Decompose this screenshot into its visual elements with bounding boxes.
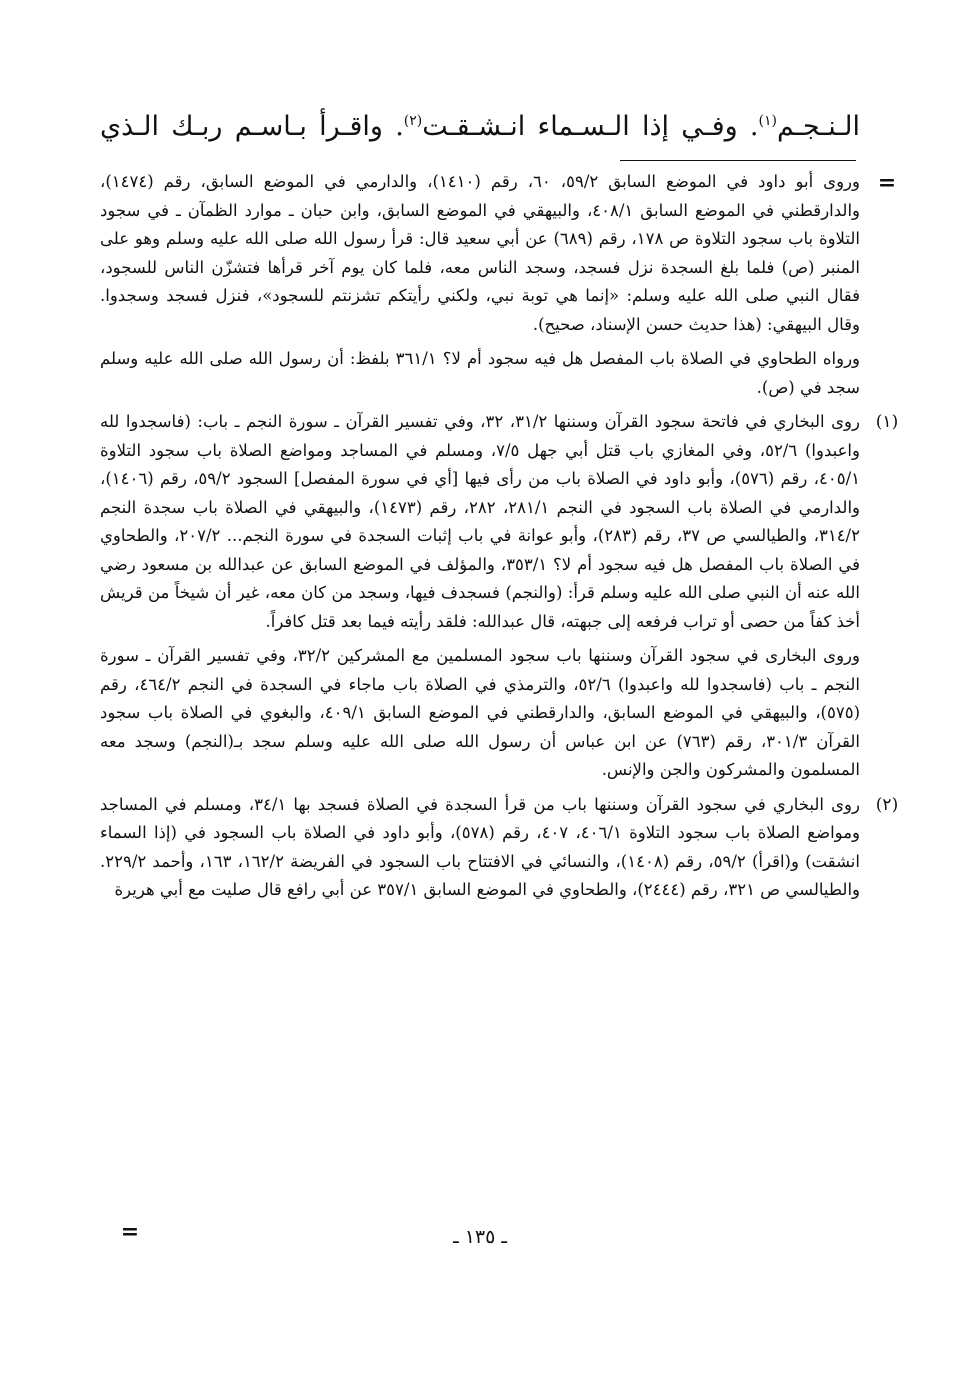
continuation-marker: = <box>877 170 897 196</box>
footnote-paragraph: روى البخاري في فاتحة سجود القرآن وسننها ٣١/٢، ٣٢، وفي تفسير القرآن ـ سورة النجم ـ باب: (فاسجدوا لله واعبدوا) ٥٢/٦، وفي المغازي باب قتل أبي جهل ٧/٥، ومسلم في المساجد ومواضع الصلاة باب سجود التلاوة ٤٠٥/١، رقم (٥٧٦)، وأبو داود في الصلاة باب من رأى فيها [أي في سورة المفصل] السجود ٥٩/٢، رقم (١٤٠٦)، والدارمي في الصلاة باب السجود في النجم ٢٨١/١، ٢٨٢، رقم (١٤٧٣)، والبيهقي في الصلاة باب سجدة النجم ٣١٤/٢، والطيالسي ص ٣٧، رقم (٢٨٣)، وأبو عوانة في باب إثبات السجدة في سورة النجم... ٢٠٧/٢، والطحاوي في الصلاة باب المفصل هل فيه سجود أم لا؟ ٣٥٣/١، والمؤلف في الموضع السابق عن عبدالله بن مسعود رضي الله عنه أن النبي صلى الله عليه وسلم قرأ: (والنجم) فسجدف فيها، وسجد من كان معه، غير أن شيخاً من قريش أخذ كفاً من حصى أو تراب فرفعه إلى جبهته، قال عبدالله: فلقد رأيته فيما بعد قتل كافراً. <box>100 412 861 631</box>
main-text-part-3: . واقـرأ بـاسـم ربـك الـذي <box>100 111 404 142</box>
footnote-paragraph: وروى أبو داود في الموضع السابق ٥٩/٢، ٦٠، رقم (١٤١٠)، والدارمي في الموضع السابق، رقم (١٤٧٤)، والدارقطني في الموضع السابق ٤٠٨/١، والبيهقي في الموضع السابق، وابن حبان ـ موارد الظمآن ـ في سجود التلاوة باب سجود التلاوة ص ١٧٨، رقم (٦٨٩) عن أبي سعيد قال: قرأ رسول الله صلى الله عليه وسلم وهو على المنبر (ص) فلما بلغ السجدة نزل فسجد، وسجد الناس معه، فلما كان يوم آخر قرأها فتشزّن الناس للسجود، فقال النبي صلى الله عليه وسلم: «إنما هي توبة نبي، ولكني رأيتكم تشزنتم للسجود»، فنزل فسجد وسجدوا. وقال البيهقي: (هذا حديث حسن الإسناد، صحيح). <box>100 172 860 334</box>
page-number: ـ ١٣٥ ـ <box>453 1226 507 1248</box>
footnote-paragraph: وروى البخارى في سجود القرآن وسننها باب سجود المسلمين مع المشركين ٣٢/٢، وفي تفسير القرآن ـ سورة النجم ـ باب (فاسجدوا لله واعبدوا) ٥٢/٦، والترمذي في الصلاة باب ماجاء في السجدة في النجم ٤٦٤/٢، رقم (٥٧٥)، والبيهقي في الموضع السابق، والدارقطني في الموضع السابق ٤٠٩/١، والبغوي في الصلاة باب سجود القرآن ٣٠١/٣، رقم (٧٦٣) عن ابن عباس أن رسول الله صلى الله عليه وسلم سجد بـ(النجم) وسجد معه المسلمون والمشركون والجن والإنس. <box>100 646 861 779</box>
footnote-number: (١) <box>875 412 899 432</box>
main-text-line <box>100 104 860 150</box>
main-text-part-2: . وفـي إذا الـسـماء انـشـقـت <box>422 111 759 142</box>
footnote-paragraph: ورواه الطحاوي في الصلاة باب المفصل هل فيه سجود أم لا؟ ٣٦١/١ بلفظ: أن رسول الله صلى الله عليه وسلم سجد في (ص). <box>100 349 861 397</box>
footnotes <box>100 168 899 905</box>
footnote-separator-line <box>620 160 856 161</box>
footnote-ref-2: (٢) <box>403 113 423 129</box>
footnote-number: (٢) <box>875 794 899 815</box>
footnote-paragraph: روى البخاري في سجود القرآن وسننها باب من قرأ السجدة في الصلاة فسجد بها ٣٤/١، ومسلم في المساجد ومواضع الصلاة باب سجود التلاوة ٤٠٦/١، ٤٠٧، رقم (٥٧٨)، وأبو داود في الصلاة باب السجود في (إذا السماء انشقت) و(اقرأ) ٥٩/٢، رقم (١٤٠٨)، والنسائي في الافتتاح باب السجود في الفريضة ١٦٢/٢، ١٦٣، وأحمد ٢٢٩/٢. والطيالسي ص ٣٢١، رقم (٢٤٤٤)، والطحاوي في الموضع السابق ٣٥٧/١ عن أبي رافع قال صليت مع أبي هريرة <box>100 794 861 899</box>
footnote-1 <box>100 408 899 785</box>
footnote-continued <box>100 168 897 402</box>
footnote-2 <box>100 791 899 905</box>
main-text-part-1: الـنـجـم <box>776 111 860 142</box>
continuation-marker-bottom: = <box>120 1219 140 1245</box>
footnote-ref-1: (١) <box>758 113 777 129</box>
